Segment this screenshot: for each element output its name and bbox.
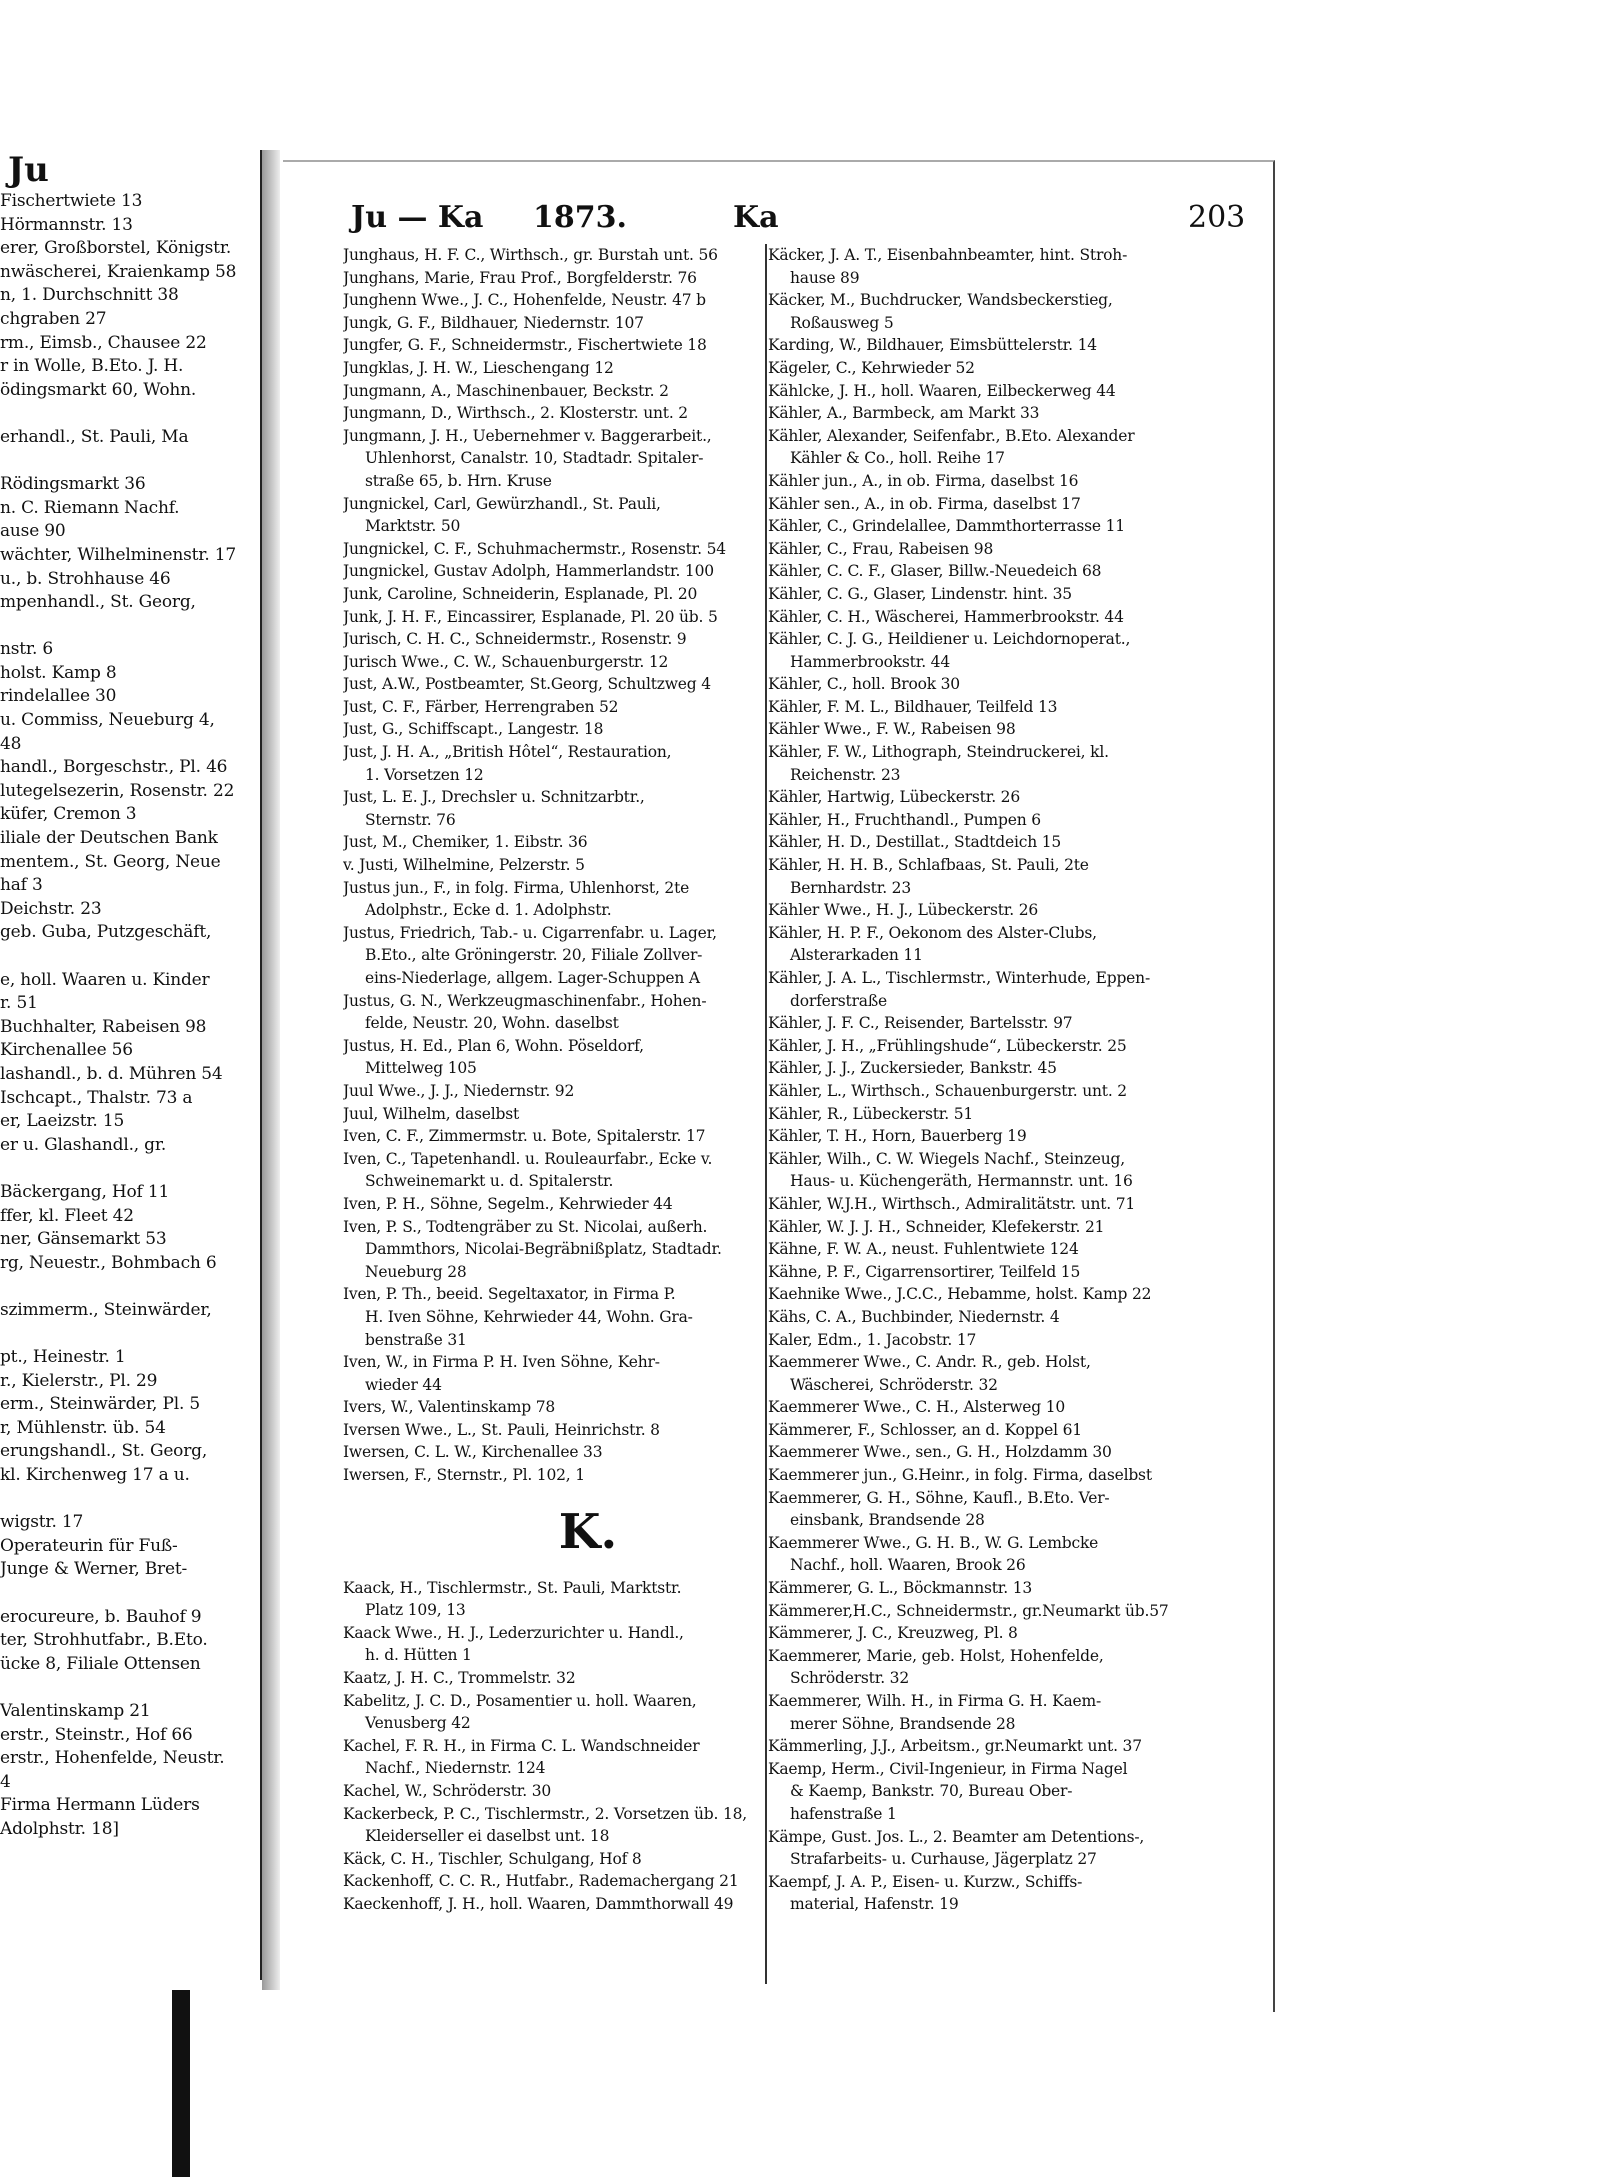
left-page-line: r, Mühlenstr. üb. 54 (0, 1417, 166, 1438)
directory-entry: v. Justi, Wilhelmine, Pelzerstr. 5 (343, 856, 585, 875)
directory-entry: Kähler, J. J., Zuckersieder, Bankstr. 45 (768, 1059, 1057, 1078)
book-spine (172, 1990, 190, 2177)
column-divider (765, 244, 767, 1984)
directory-entry: Kaemmerer Wwe., sen., G. H., Holzdamm 30 (768, 1443, 1112, 1462)
directory-entry: Iwersen, C. L. W., Kirchenallee 33 (343, 1443, 603, 1462)
left-page-line: Buchhalter, Rabeisen 98 (0, 1016, 207, 1037)
directory-entry: Alsterarkaden 11 (790, 946, 923, 965)
directory-entry: Junghans, Marie, Frau Prof., Borgfelderstr. 76 (343, 268, 697, 287)
directory-entry: Kähler jun., A., in ob. Firma, daselbst 16 (768, 471, 1079, 490)
left-page-line: nwäscherei, Kraienkamp 58 (0, 261, 237, 282)
directory-entry: Iven, W., in Firma P. H. Iven Söhne, Kehr- (343, 1353, 660, 1372)
left-page-line: 4 (0, 1771, 11, 1792)
directory-entry: Kaemmerer jun., G.Heinr., in folg. Firma, daselbst (768, 1466, 1152, 1485)
directory-entry: Käck, C. H., Tischler, Schulgang, Hof 8 (343, 1849, 642, 1868)
directory-entry: Just, G., Schiffscapt., Langestr. 18 (343, 720, 604, 739)
directory-entry: Kähler, C. C. F., Glaser, Billw.-Neuedeich 68 (768, 562, 1102, 581)
left-page-line: r in Wolle, B.Eto. J. H. (0, 356, 184, 377)
directory-entry: Kämmerling, J.J., Arbeitsm., gr.Neumarkt unt. 37 (768, 1737, 1142, 1756)
left-page-line: u. Commiss, Neueburg 4, (0, 710, 215, 731)
directory-entry: Kähler, H., Fruchthandl., Pumpen 6 (768, 810, 1041, 829)
directory-entry: Just, M., Chemiker, 1. Eibstr. 36 (343, 833, 588, 852)
left-page-line: e, holl. Waaren u. Kinder (0, 969, 210, 990)
directory-entry: H. Iven Söhne, Kehrwieder 44, Wohn. Gra- (365, 1307, 693, 1326)
directory-entry: Kähne, P. F., Cigarrensortirer, Teilfeld 15 (768, 1262, 1081, 1281)
directory-entry: material, Hafenstr. 19 (790, 1895, 959, 1914)
left-page-line: haf 3 (0, 875, 43, 896)
directory-entry: B.Eto., alte Gröningerstr. 20, Filiale Zollver- (365, 946, 703, 965)
left-page-line: wächter, Wilhelminenstr. 17 (0, 544, 236, 565)
directory-entry: Kackenhoff, C. C. R., Hutfabr., Rademachergang 21 (343, 1872, 739, 1891)
left-page-line: nstr. 6 (0, 639, 53, 660)
left-page-line: geb. Guba, Putzgeschäft, (0, 922, 212, 943)
left-page-line: mentem., St. Georg, Neue (0, 851, 221, 872)
left-page-line: n. C. Riemann Nachf. (0, 497, 180, 518)
directory-entry: Just, J. H. A., „British Hôtel“, Restauration, (343, 743, 672, 762)
directory-entry: Kleiderseller ei daselbst unt. 18 (365, 1827, 610, 1846)
directory-entry: Roßausweg 5 (790, 313, 894, 332)
section-letter: K. (558, 1503, 618, 1560)
directory-entry: Kaatz, J. H. C., Trommelstr. 32 (343, 1669, 576, 1688)
left-page-line: Bäckergang, Hof 11 (0, 1181, 170, 1202)
left-page-line: ücke 8, Filiale Ottensen (0, 1653, 201, 1674)
directory-entry: Kähler, J. A. L., Tischlermstr., Winterhude, Eppen- (768, 969, 1150, 987)
directory-entry: Neueburg 28 (365, 1262, 467, 1281)
left-page-line: erer, Großborstel, Königstr. (0, 238, 232, 259)
left-page-line (0, 1488, 260, 1512)
directory-entry: Nachf., Niedernstr. 124 (365, 1759, 546, 1778)
directory-entry: Junghaus, H. F. C., Wirthsch., gr. Burstah unt. 56 (343, 246, 718, 264)
directory-entry: Kähler Wwe., H. J., Lübeckerstr. 26 (768, 901, 1039, 920)
left-page (0, 150, 262, 1980)
directory-entry: Kähler, C. J. G., Heildiener u. Leichdornoperat., (768, 630, 1131, 649)
directory-entry: Kachel, F. R. H., in Firma C. L. Wandschneider (343, 1736, 700, 1755)
directory-entry: wieder 44 (365, 1375, 442, 1394)
left-page-line: erocureure, b. Bauhof 9 (0, 1606, 202, 1627)
column-left-entries (343, 244, 833, 1487)
left-page-line: Fischertwiete 13 (0, 191, 143, 211)
directory-entry: Justus, Friedrich, Tab.- u. Cigarrenfabr. u. Lager, (343, 923, 717, 942)
header-letter: Ka (733, 200, 779, 235)
directory-entry: Kähler, Wilh., C. W. Wiegels Nachf., Steinzeug, (768, 1149, 1125, 1168)
directory-entry: Schröderstr. 32 (790, 1669, 909, 1688)
directory-entry: Kählcke, J. H., holl. Waaren, Eilbeckerweg 44 (768, 381, 1116, 400)
directory-entry: Just, C. F., Färber, Herrengraben 52 (343, 697, 619, 716)
directory-entry: Kähler, A., Barmbeck, am Markt 33 (768, 404, 1040, 423)
directory-entry: Kaempf, J. A. P., Eisen- u. Kurzw., Schiffs- (768, 1872, 1083, 1891)
left-page-line (0, 615, 260, 639)
directory-entry: hafenstraße 1 (790, 1804, 897, 1823)
left-page-header: Ju (8, 150, 49, 190)
directory-entry: hause 89 (790, 268, 860, 287)
directory-entry: Kähler, R., Lübeckerstr. 51 (768, 1104, 974, 1123)
left-page-line: erstr., Steinstr., Hof 66 (0, 1724, 193, 1745)
column-right (768, 244, 1248, 1916)
directory-entry: Just, L. E. J., Drechsler u. Schnitzarbtr., (343, 788, 645, 807)
left-page-line (0, 1323, 260, 1347)
directory-entry: Kähler sen., A., in ob. Firma, daselbst 17 (768, 494, 1081, 513)
left-page-line: u., b. Strohhause 46 (0, 568, 171, 589)
directory-entry: Kaeckenhoff, J. H., holl. Waaren, Dammthorwall 49 (343, 1894, 734, 1913)
directory-entry: Kaack Wwe., H. J., Lederzurichter u. Handl., (343, 1623, 684, 1642)
directory-entry: dorferstraße (790, 991, 887, 1010)
left-page-line: Valentinskamp 21 (0, 1701, 151, 1721)
left-page-line: chgraben 27 (0, 308, 107, 329)
directory-entry: Kähler, C., Grindelallee, Dammthorterrasse 11 (768, 517, 1125, 536)
directory-entry: Kähler, C. H., Wäscherei, Hammerbrookstr. 44 (768, 607, 1124, 626)
directory-entry: felde, Neustr. 20, Wohn. daselbst (365, 1014, 619, 1033)
directory-entry: Reichenstr. 23 (790, 765, 901, 784)
directory-entry: Kähler, J. F. C., Reisender, Bartelsstr. 97 (768, 1014, 1073, 1033)
column-left (343, 244, 833, 1916)
directory-entry: Strafarbeits- u. Curhause, Jägerplatz 27 (790, 1850, 1097, 1869)
left-page-line: r., Kielerstr., Pl. 29 (0, 1370, 158, 1391)
directory-entry: Justus, H. Ed., Plan 6, Wohn. Pöseldorf, (343, 1036, 644, 1055)
left-page-line: erm., Steinwärder, Pl. 5 (0, 1394, 200, 1415)
directory-entry: Käcker, J. A. T., Eisenbahnbeamter, hint. Stroh- (768, 246, 1128, 264)
directory-entry: Junk, J. H. F., Eincassirer, Esplanade, Pl. 20 üb. 5 (343, 607, 718, 626)
directory-entry: Hammerbrookstr. 44 (790, 652, 950, 671)
directory-entry: Kähler, H. D., Destillat., Stadtdeich 15 (768, 833, 1062, 852)
left-page-line: ause 90 (0, 521, 66, 542)
directory-entry: benstraße 31 (365, 1330, 467, 1349)
left-page-line: ner, Gänsemarkt 53 (0, 1229, 167, 1250)
directory-entry: Haus- u. Küchengeräth, Hermannstr. unt. 16 (790, 1172, 1133, 1191)
left-page-line: erungshandl., St. Georg, (0, 1441, 208, 1462)
directory-entry: Kaack, H., Tischlermstr., St. Pauli, Marktstr. (343, 1578, 682, 1597)
directory-entry: Kähler, F. M. L., Bildhauer, Teilfeld 13 (768, 697, 1058, 716)
left-page-line: Rödingsmarkt 36 (0, 474, 146, 495)
left-page-line: n, 1. Durchschnitt 38 (0, 285, 179, 306)
directory-entry: Just, A.W., Postbeamter, St.Georg, Schultzweg 4 (343, 675, 711, 694)
left-page-line: Operateurin für Fuß- (0, 1535, 178, 1556)
left-page-line: Ischcapt., Thalstr. 73 a (0, 1087, 193, 1108)
directory-entry: Junk, Caroline, Schneiderin, Esplanade, Pl. 20 (343, 584, 698, 603)
directory-entry: Kähler, J. H., „Frühlingshude“, Lübeckerstr. 25 (768, 1036, 1127, 1055)
left-page-line: rm., Eimsb., Chausee 22 (0, 332, 207, 353)
directory-entry: Kaemp, Herm., Civil-Ingenieur, in Firma Nagel (768, 1759, 1128, 1778)
directory-entry: Iven, C. F., Zimmermstr. u. Bote, Spitalerstr. 17 (343, 1127, 706, 1146)
left-page-line: erstr., Hohenfelde, Neustr. (0, 1748, 225, 1769)
directory-entry: Jungfer, G. F., Schneidermstr., Fischertwiete 18 (343, 336, 707, 355)
directory-entry: Kämpe, Gust. Jos. L., 2. Beamter am Detentions-, (768, 1827, 1145, 1846)
directory-entry: Nachf., holl. Waaren, Brook 26 (790, 1556, 1026, 1575)
directory-entry: Kähler & Co., holl. Reihe 17 (790, 449, 1005, 468)
left-page-line: lutegelsezerin, Rosenstr. 22 (0, 780, 235, 801)
left-page-line: Adolphstr. 18] (0, 1818, 119, 1839)
left-page-line: mpenhandl., St. Georg, (0, 592, 196, 613)
directory-entry: h. d. Hütten 1 (365, 1646, 472, 1665)
left-page-line: ödingsmarkt 60, Wohn. (0, 379, 197, 400)
directory-entry: Juul Wwe., J. J., Niedernstr. 92 (343, 1081, 575, 1100)
left-page-line (0, 1157, 260, 1181)
left-page-column (0, 190, 260, 1842)
directory-entry: Jungklas, J. H. W., Lieschengang 12 (343, 358, 614, 377)
left-page-line (0, 945, 260, 969)
header-year: 1873. (533, 200, 627, 235)
left-page-line: 48 (0, 733, 22, 754)
directory-entry: Jungmann, D., Wirthsch., 2. Klosterstr. unt. 2 (343, 404, 688, 423)
left-page-line: rindelallee 30 (0, 686, 117, 707)
directory-entry: Jungnickel, Gustav Adolph, Hammerlandstr. 100 (343, 562, 714, 581)
directory-entry: Junghenn Wwe., J. C., Hohenfelde, Neustr. 47 b (343, 291, 706, 310)
directory-entry: Iven, C., Tapetenhandl. u. Rouleaurfabr., Ecke v. (343, 1149, 713, 1168)
directory-entry: Kähler, T. H., Horn, Bauerberg 19 (768, 1127, 1027, 1146)
directory-entry: Kähler, Hartwig, Lübeckerstr. 26 (768, 788, 1020, 807)
directory-entry: Jurisch, C. H. C., Schneidermstr., Rosenstr. 9 (343, 630, 687, 649)
page-number: 203 (1188, 200, 1246, 235)
directory-entry: straße 65, b. Hrn. Kruse (365, 471, 552, 490)
column-left-k-entries (343, 1577, 833, 1916)
directory-entry: Karding, W., Bildhauer, Eimsbüttelerstr. 14 (768, 336, 1097, 355)
directory-entry: Iversen Wwe., L., St. Pauli, Heinrichstr. 8 (343, 1420, 660, 1439)
directory-entry: Kämmerer, J. C., Kreuzweg, Pl. 8 (768, 1624, 1018, 1643)
left-page-line (0, 1275, 260, 1299)
left-page-line: lashandl., b. d. Mühren 54 (0, 1063, 223, 1084)
left-page-line (0, 1676, 260, 1700)
directory-entry: Kackerbeck, P. C., Tischlermstr., 2. Vorsetzen üb. 18, (343, 1804, 747, 1823)
left-page-line: küfer, Cremon 3 (0, 804, 137, 825)
directory-entry: Kaemmerer, G. H., Söhne, Kaufl., B.Eto. Ver- (768, 1488, 1110, 1507)
left-page-line: er u. Glashandl., gr. (0, 1134, 167, 1155)
directory-entry: Jungnickel, C. F., Schuhmachermstr., Rosenstr. 54 (343, 539, 726, 558)
directory-entry: Schweinemarkt u. d. Spitalerstr. (365, 1172, 614, 1191)
directory-entry: Kähler, H. P. F., Oekonom des Alster-Clubs, (768, 923, 1097, 942)
directory-entry: Kämmerer, F., Schlosser, an d. Koppel 61 (768, 1420, 1082, 1439)
directory-entry: Kägeler, C., Kehrwieder 52 (768, 358, 975, 377)
directory-entry: Jungmann, J. H., Uebernehmer v. Baggerarbeit., (343, 426, 712, 445)
header-range: Ju — Ka (351, 200, 484, 235)
directory-entry: einsbank, Brandsende 28 (790, 1511, 985, 1530)
directory-entry: Kaehnike Wwe., J.C.C., Hebamme, holst. Kamp 22 (768, 1285, 1152, 1304)
directory-entry: Kaemmerer Wwe., C. Andr. R., geb. Holst, (768, 1353, 1091, 1372)
left-page-line: ter, Strohhutfabr., B.Eto. (0, 1630, 208, 1651)
directory-entry: eins-Niederlage, allgem. Lager-Schuppen A (365, 969, 700, 987)
directory-entry: Kaemmerer Wwe., C. H., Alsterweg 10 (768, 1398, 1066, 1417)
left-page-line: r. 51 (0, 993, 38, 1014)
directory-entry: Iwersen, F., Sternstr., Pl. 102, 1 (343, 1466, 585, 1485)
directory-entry: Kähler, F. W., Lithograph, Steindruckerei, kl. (768, 743, 1109, 762)
directory-entry: Sternstr. 76 (365, 810, 456, 829)
left-page-line: wigstr. 17 (0, 1512, 84, 1533)
left-page-line: er, Laeizstr. 15 (0, 1111, 125, 1132)
left-page-line: Junge & Werner, Bret- (0, 1559, 188, 1580)
left-page-line (0, 402, 260, 426)
directory-entry: Kähler, Alexander, Seifenfabr., B.Eto. Alexander (768, 426, 1135, 445)
directory-entry: Dammthors, Nicolai-Begräbnißplatz, Stadtadr. (365, 1240, 722, 1259)
directory-entry: Adolphstr., Ecke d. 1. Adolphstr. (365, 901, 612, 920)
right-page (283, 160, 1275, 2012)
directory-entry: Jungnickel, Carl, Gewürzhandl., St. Pauli, (343, 494, 661, 513)
running-header (283, 200, 1273, 240)
directory-entry: Iven, P. H., Söhne, Segelm., Kehrwieder 44 (343, 1194, 673, 1213)
directory-entry: Kabelitz, J. C. D., Posamentier u. holl. Waaren, (343, 1691, 697, 1710)
left-page-line: szimmerm., Steinwärder, (0, 1299, 212, 1320)
directory-entry: Iven, P. S., Todtengräber zu St. Nicolai, außerh. (343, 1217, 708, 1236)
left-page-line: Kirchenallee 56 (0, 1040, 133, 1061)
page-gutter (262, 150, 280, 1990)
directory-entry: & Kaemp, Bankstr. 70, Bureau Ober- (790, 1782, 1073, 1801)
left-page-line: ffer, kl. Fleet 42 (0, 1205, 134, 1226)
directory-entry: Kähler, W.J.H., Wirthsch., Admiralitätstr. unt. 71 (768, 1194, 1136, 1213)
directory-entry: Ivers, W., Valentinskamp 78 (343, 1398, 556, 1417)
directory-entry: Justus jun., F., in folg. Firma, Uhlenhorst, 2te (343, 878, 690, 897)
directory-entry: Mittelweg 105 (365, 1059, 477, 1078)
directory-entry: Kähler Wwe., F. W., Rabeisen 98 (768, 720, 1016, 739)
directory-entry: Kähne, F. W. A., neust. Fuhlentwiete 124 (768, 1240, 1079, 1259)
left-page-line (0, 450, 260, 474)
left-page-line (0, 1582, 260, 1606)
left-page-line: holst. Kamp 8 (0, 662, 117, 683)
directory-entry: Jungk, G. F., Bildhauer, Niedernstr. 107 (343, 313, 644, 332)
directory-entry: Jungmann, A., Maschinenbauer, Beckstr. 2 (343, 381, 669, 400)
left-page-line: erhandl., St. Pauli, Ma (0, 426, 189, 447)
left-page-line: pt., Heinestr. 1 (0, 1347, 126, 1368)
left-page-line: Hörmannstr. 13 (0, 214, 133, 235)
directory-entry: Kaemmerer Wwe., G. H. B., W. G. Lembcke (768, 1533, 1099, 1552)
directory-entry: Justus, G. N., Werkzeugmaschinenfabr., Hohen- (343, 991, 707, 1010)
directory-entry: Kämmerer, G. L., Böckmannstr. 13 (768, 1579, 1033, 1598)
left-page-line: iliale der Deutschen Bank (0, 828, 218, 849)
directory-entry: Venusberg 42 (365, 1714, 471, 1733)
directory-entry: Kähler, C., holl. Brook 30 (768, 675, 960, 694)
directory-entry: Kähler, C. G., Glaser, Lindenstr. hint. 35 (768, 584, 1072, 603)
left-page-line: rg, Neuestr., Bohmbach 6 (0, 1252, 217, 1273)
directory-entry: Uhlenhorst, Canalstr. 10, Stadtadr. Spitaler- (365, 449, 704, 468)
directory-entry: Kähler, L., Wirthsch., Schauenburgerstr. unt. 2 (768, 1081, 1127, 1100)
directory-entry: Marktstr. 50 (365, 517, 461, 536)
directory-entry: Kachel, W., Schröderstr. 30 (343, 1782, 552, 1800)
directory-entry: merer Söhne, Brandsende 28 (790, 1714, 1016, 1733)
directory-entry: Platz 109, 13 (365, 1601, 466, 1620)
directory-entry: Jurisch Wwe., C. W., Schauenburgerstr. 12 (343, 652, 669, 671)
directory-entry: Kaemmerer, Marie, geb. Holst, Hohenfelde, (768, 1646, 1104, 1665)
directory-entry: Käcker, M., Buchdrucker, Wandsbeckerstieg, (768, 291, 1113, 310)
left-page-line: handl., Borgeschstr., Pl. 46 (0, 757, 228, 778)
left-page-line: Firma Hermann Lüders (0, 1795, 200, 1816)
directory-entry: Kähs, C. A., Buchbinder, Niedernstr. 4 (768, 1307, 1060, 1326)
directory-entry: Bernhardstr. 23 (790, 878, 911, 897)
directory-entry: Kähler, C., Frau, Rabeisen 98 (768, 539, 994, 558)
left-page-line: kl. Kirchenweg 17 a u. (0, 1465, 190, 1486)
directory-entry: 1. Vorsetzen 12 (365, 765, 484, 784)
directory-entry: Kaler, Edm., 1. Jacobstr. 17 (768, 1330, 977, 1349)
directory-entry: Wäscherei, Schröderstr. 32 (790, 1375, 998, 1394)
directory-entry: Juul, Wilhelm, daselbst (343, 1104, 519, 1123)
directory-entry: Kähler, H. H. B., Schlafbaas, St. Pauli, 2te (768, 856, 1089, 875)
left-page-line: Deichstr. 23 (0, 898, 102, 919)
directory-entry: Kämmerer,H.C., Schneidermstr., gr.Neumarkt üb.57 (768, 1601, 1169, 1620)
directory-entry: Iven, P. Th., beeid. Segeltaxator, in Firma P. (343, 1285, 676, 1304)
directory-entry: Kaemmerer, Wilh. H., in Firma G. H. Kaem- (768, 1692, 1102, 1710)
directory-entry: Kähler, W. J. J. H., Schneider, Klefekerstr. 21 (768, 1217, 1105, 1236)
